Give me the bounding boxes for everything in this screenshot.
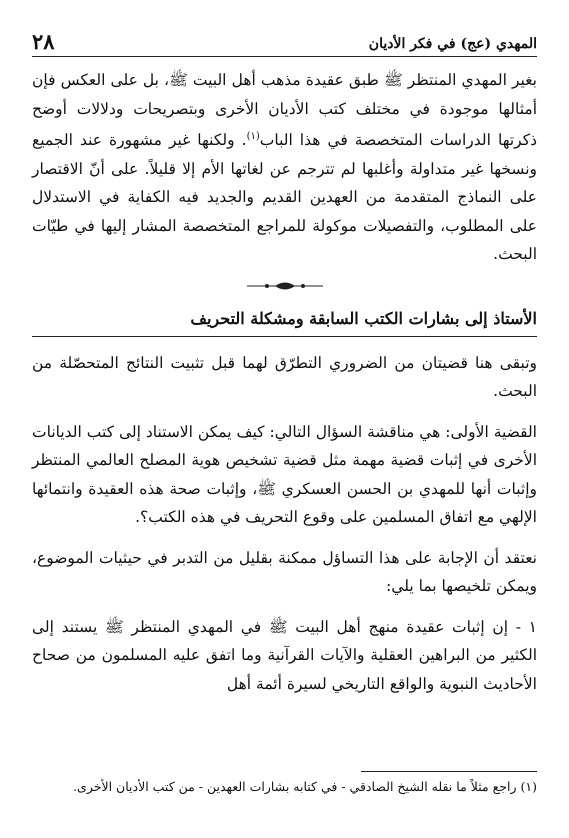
paragraph-1-text: بغير المهدي المنتظر ﷺ طبق عقيدة مذهب أهل البيت ﷺ، بل على العكس فإن أمثالها موجودة في مختلف كتب الأديان الأخرى وبتصريحات ودلالات أوضح ذكرتها الدراسات المتخصصة في هذا الباب	[32, 71, 537, 150]
footnote-reference: (١)	[246, 131, 260, 142]
paragraph-1-continued: . ولكنها غير مشهورة عند الجميع ونسخها غير متداولة وأغلبها لم تترجم عن لغاتها الأم إلا قليلاً. على أنّ الاقتصار على النماذج المتقدمة من العهدين القديم والجديد فيه الكفاية في الاستدلال على المطلوب، والتفصيلات موكولة للمراجع المتخصصة المشار إليها في طيّات البحث.	[32, 131, 537, 264]
paragraph-4: نعتقد أن الإجابة على هذا التساؤل ممكنة بقليل من التدبر في حيثيات الموضوع، ويمكن تلخيصها بما يلي:	[32, 548, 537, 596]
footnote-divider	[361, 771, 537, 772]
ornament-divider	[245, 279, 325, 293]
section-title: الأستاذ إلى بشارات الكتب السابقة ومشكلة التحريف	[32, 303, 537, 337]
page-number: ٢٨	[32, 29, 55, 54]
page-header	[32, 24, 537, 57]
running-title: المهدي (عج) في فكر الأديان	[368, 36, 537, 52]
paragraph-3: القضية الأولى: هي مناقشة السؤال التالي: كيف يمكن الاستناد إلى كتب الديانات الأخرى في إثبات قضية مهمة مثل قضية تشخيص هوية المصلح العالمي المنتظر وإثبات أنها للمهدي بن الحسن العسكري ﷺ، وإثبات صحة هذه العقيدة وانتمائها الإلهي مع اتفاق المسلمين على وقوع التحريف في هذه الكتب؟.	[32, 422, 537, 527]
paragraph-2: وتبقى هنا قضيتان من الضروري التطرّق لهما قبل تثبيت النتائج المتحصّلة من البحث.	[32, 353, 537, 401]
footnote: (١) راجع مثلاً ما نقله الشيخ الصادقي - في كتابه بشارات العهدين - من كتب الأديان الأخرى.	[73, 779, 537, 794]
paragraph-5: ١ - إن إثبات عقيدة منهج أهل البيت ﷺ في المهدي المنتظر ﷺ يستند إلى الكثير من البراهين العقلية والآيات القرآنية وما اتفق عليه المسلمون من صحاح الأحاديث النبوية والواقع التاريخي لسيرة أئمة أهل	[32, 617, 537, 693]
paragraph-1	[32, 66, 537, 269]
page-body	[32, 66, 537, 698]
